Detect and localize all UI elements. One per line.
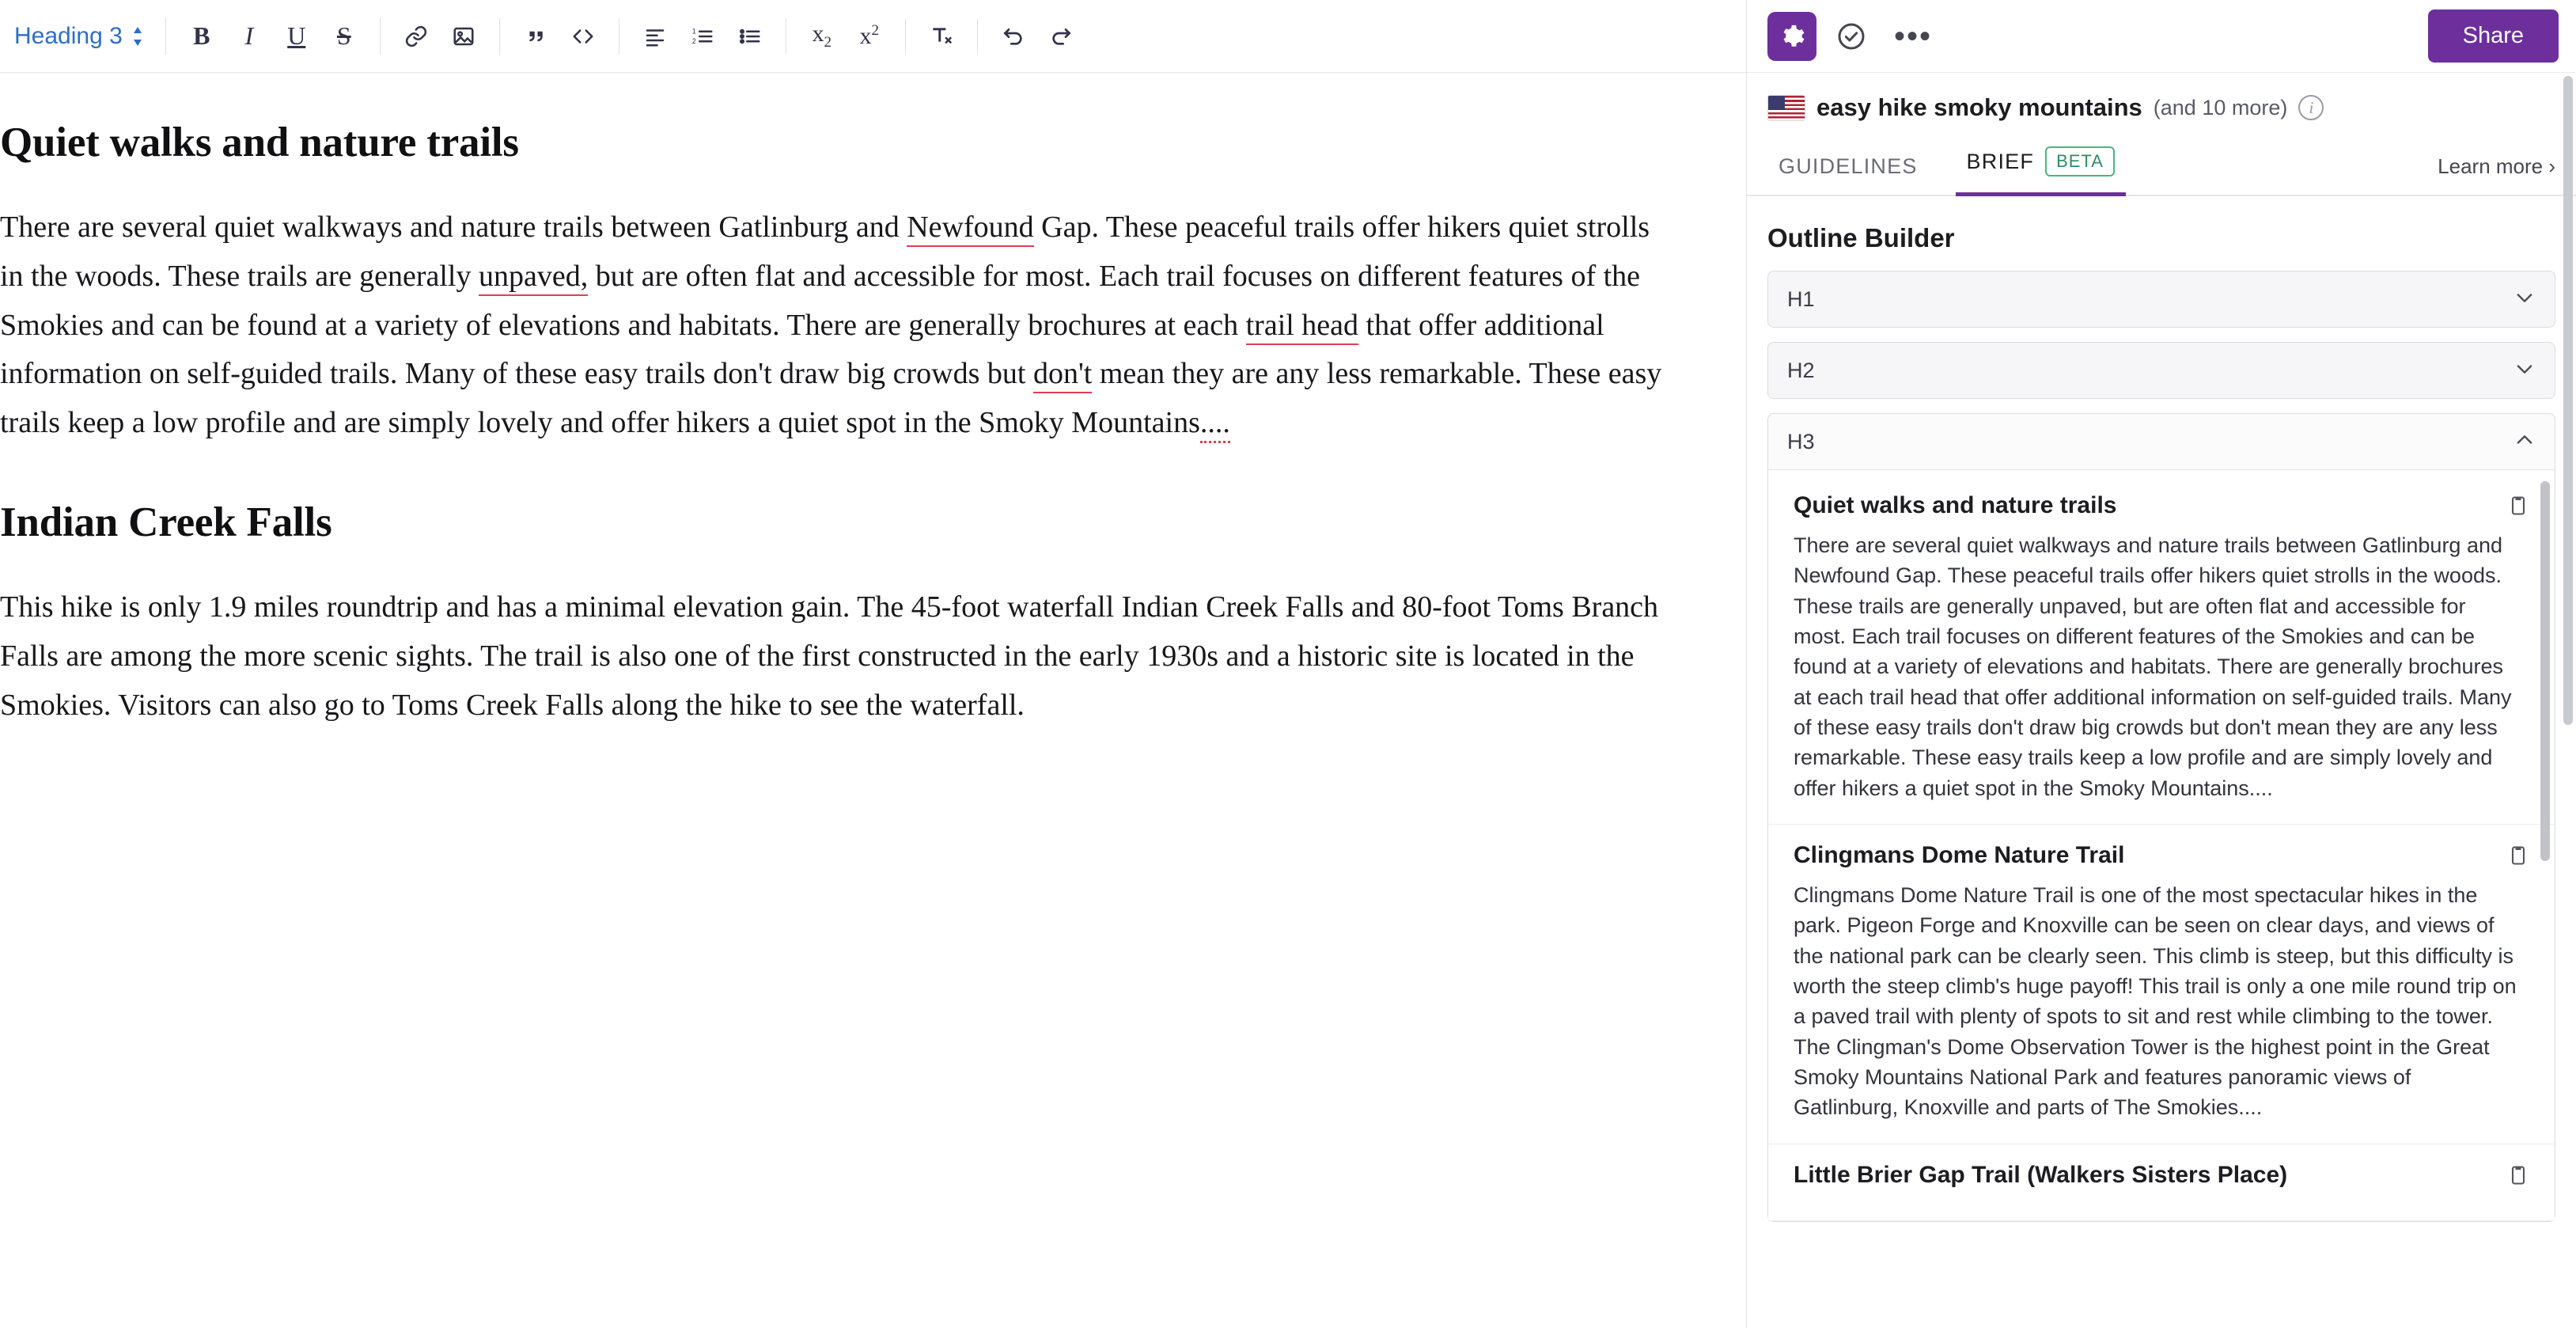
document-paragraph-1: [0, 203, 1678, 449]
bullet-list-icon[interactable]: [727, 13, 773, 59]
blockquote-icon[interactable]: [513, 13, 559, 59]
keyword-more-label: (and 10 more): [2153, 95, 2288, 120]
superscript-button[interactable]: $x^2$: [859, 22, 880, 49]
subscript-button[interactable]: $x_2$: [812, 21, 832, 51]
align-icon[interactable]: [632, 13, 678, 59]
toolbar-divider: [977, 18, 978, 55]
tab-label: GUIDELINES: [1779, 154, 1918, 178]
strikethrough-button[interactable]: S: [336, 21, 351, 50]
undo-icon[interactable]: [991, 13, 1036, 59]
svg-text:2: 2: [691, 36, 696, 45]
suggestion-heading: Quiet walks and nature trails: [1794, 492, 2117, 518]
spellcheck-ellipsis: ....: [1200, 406, 1230, 443]
accordion-h1-header[interactable]: [1768, 271, 2555, 327]
share-button[interactable]: Share: [2428, 9, 2559, 63]
paragraph-style-dropdown[interactable]: [11, 18, 153, 55]
accordion-label: H1: [1787, 286, 1815, 311]
accordion-h2-header[interactable]: [1768, 343, 2555, 398]
spellcheck-word-trail-head: trail head: [1246, 309, 1358, 345]
suggestion-body: Clingmans Dome Nature Trail is one of the most spectacular hikes in the park. Pigeon Forge and Knoxville can be seen on clear days, and views of the national park can be clearly seen. This climb is steep, but this difficulty is worth the steep climb's huge payoff! This trail is only a one mile round trip on a paved trail with plenty of spots to sit and rest while climbing to the tower. The Clingman's Dome Observation Tower is the highest point in the Great Smoky Mountains National Park and features panoramic views of Gatlinburg, Knoxville and parts of The Smokies....: [1794, 882, 2517, 1120]
toolbar-divider: [905, 18, 906, 55]
document-paragraph-2: This hike is only 1.9 miles roundtrip and has a minimal elevation gain. The 45-foot waterfall Indian Creek Falls and 80-foot Toms Branch Falls are among the more scenic sights. The trail is also one of the first constructed in the early 1930s and a historic site is located in the Smokies. Visitors can also go to Toms Creek Falls along the hike to see the waterfall.: [0, 590, 1659, 722]
panel-tabs: [1747, 141, 2576, 196]
tab-brief[interactable]: [1956, 146, 2126, 196]
code-icon[interactable]: [560, 13, 606, 59]
copy-icon[interactable]: [2507, 494, 2529, 522]
paragraph-text: but are often flat and accessible for most. Each trail focuses on different features of the Smokies and can be found at a variety of elevations and habitats. There are generally brochures at each: [0, 259, 1641, 342]
brief-panel: [1747, 0, 2576, 1328]
chevron-updown-icon: [131, 25, 145, 48]
copy-icon[interactable]: [2507, 844, 2529, 871]
keyword-row: [1747, 73, 2576, 141]
underline-button[interactable]: U: [287, 21, 306, 50]
paragraph-text: There are several quiet walkways and nature trails between Gatlinburg and: [0, 210, 907, 244]
toolbar-divider: [165, 18, 166, 55]
document-body[interactable]: [0, 73, 1746, 1328]
panel-scrollbar[interactable]: [2563, 76, 2573, 725]
check-circle-icon[interactable]: [1829, 14, 1873, 59]
panel-toolbar: [1747, 0, 2576, 73]
editor-toolbar: [0, 0, 1746, 73]
paragraph-style-label: Heading 3: [14, 22, 123, 49]
chevron-down-icon: [2513, 286, 2536, 313]
spellcheck-word-newfound: Newfound: [907, 211, 1033, 247]
keyword-label: easy hike smoky mountains: [1816, 93, 2142, 121]
svg-text:1: 1: [691, 26, 696, 35]
ordered-list-icon[interactable]: [680, 13, 725, 59]
chevron-down-icon: [2513, 358, 2536, 384]
spellcheck-word-unpaved: unpaved,: [479, 260, 588, 296]
accordion-label: H3: [1787, 429, 1815, 453]
redo-icon[interactable]: [1038, 13, 1084, 59]
document-heading-1: Quiet walks and nature trails: [0, 120, 519, 165]
toolbar-divider: [380, 18, 381, 55]
accordion-label: H2: [1787, 358, 1815, 382]
info-icon[interactable]: i: [2298, 95, 2324, 120]
spellcheck-word-dont: don't: [1033, 357, 1092, 393]
accordion-h3: [1767, 413, 2555, 1222]
suggestion-body: There are several quiet walkways and nature trails between Gatlinburg and Newfound Gap. These peaceful trails offer hikers quiet strolls in the woods. These trails are generally unpaved, but are often flat and accessible for most. Each trail focuses on different features of the Smokies and can be found at a variety of elevations and habitats. There are generally brochures at each trail head that offer additional information on self-guided trails. Many of these easy trails don't draw big crowds but don't mean they are any less remarkable. These easy trails keep a low profile and are simply lovely and offer hikers a quiet spot in the Smoky Mountains....: [1794, 533, 2512, 800]
suggestion-item: [1768, 1144, 2555, 1221]
document-heading-2: Indian Creek Falls: [0, 499, 332, 546]
gear-icon[interactable]: [1767, 12, 1816, 61]
clear-formatting-icon[interactable]: [919, 13, 964, 59]
accordion-h3-body: [1768, 469, 2555, 1221]
paragraph-text: that offer additional information on self-guided trails. Many of these easy trails don't draw big crowds but: [0, 308, 1604, 391]
learn-more-link[interactable]: Learn more ›: [2438, 154, 2555, 178]
chevron-up-icon: [2513, 429, 2536, 455]
beta-badge: BETA: [2045, 146, 2115, 176]
image-icon[interactable]: [441, 13, 487, 59]
accordion-h3-header[interactable]: [1768, 414, 2555, 469]
more-options-icon[interactable]: •••: [1894, 18, 1933, 54]
copy-icon[interactable]: [2507, 1163, 2529, 1191]
tab-guidelines[interactable]: [1767, 154, 1929, 195]
bold-button[interactable]: B: [193, 21, 210, 50]
suggestion-heading: Little Brier Gap Trail (Walkers Sisters Place): [1794, 1161, 2288, 1188]
tab-label: BRIEF: [1966, 149, 2035, 173]
accordion-h1: [1767, 271, 2555, 328]
link-icon[interactable]: [393, 13, 439, 59]
suggestion-heading: Clingmans Dome Nature Trail: [1794, 841, 2125, 868]
suggestion-item: [1768, 475, 2555, 825]
suggestions-scrollbar[interactable]: [2540, 481, 2550, 861]
italic-button[interactable]: I: [244, 21, 254, 50]
accordion-h2: [1767, 342, 2555, 399]
us-flag-icon: [1767, 95, 1805, 121]
suggestion-item: [1768, 825, 2555, 1144]
toolbar-divider: [499, 18, 500, 55]
paragraph-text: Gap. These peaceful trails offer hikers quiet strolls in the woods. These trails are generally: [0, 210, 1650, 293]
paragraph-text: mean they are any less remarkable. These easy trails keep a low profile and are simply lovely and offer hikers a quiet spot in the Smoky Mountains: [0, 357, 1662, 440]
outline-builder-title: Outline Builder: [1767, 223, 1955, 252]
